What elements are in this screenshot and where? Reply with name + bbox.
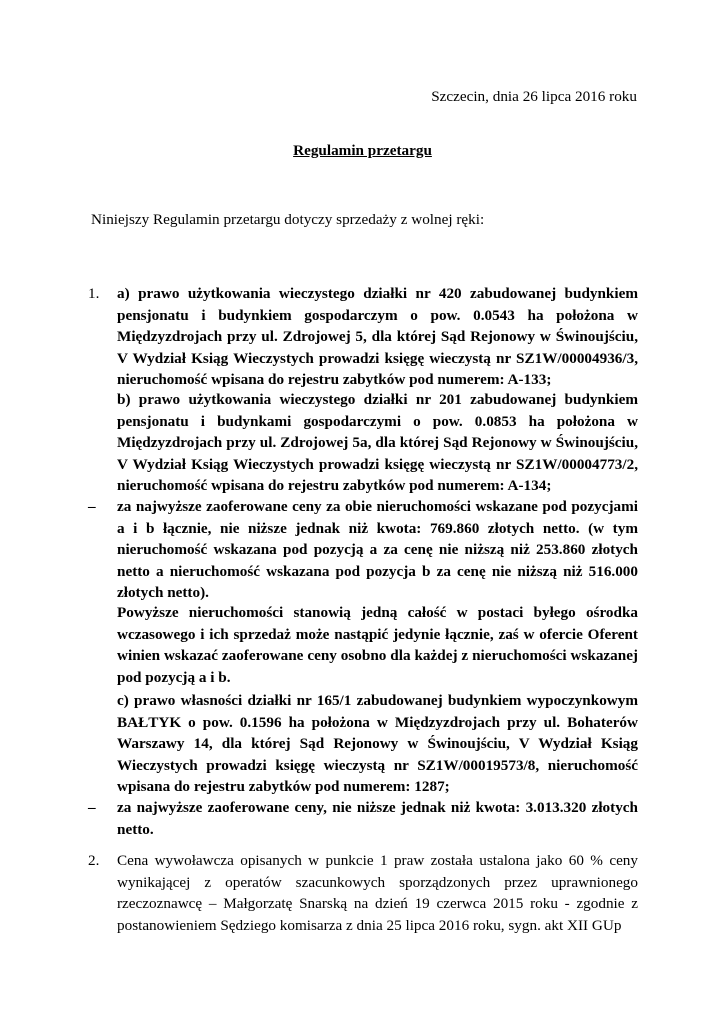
price-c-paragraph: za najwyższe zaoferowane ceny, nie niższe jednak niż kwota: 3.013.320 złotych netto. <box>117 799 638 838</box>
item-1c-paragraph: c) prawo własności działki nr 165/1 zabudowanej budynkiem wypoczynkowym BAŁTYK o pow. 0.1596 ha położona w Międzyzdrojach przy ul. Bohaterów Warszawy 14, dla której Sąd Rejonowy w Świnoujściu, V Wydział Ksiąg Wieczystych prowadzi księgę wieczystą nr SZ1W/00019573/8, nieruchomość wpisana do rejestru zabytków pod numerem: 1287; <box>117 692 638 795</box>
price-ab-paragraph: za najwyższe zaoferowane ceny za obie nieruchomości wskazane pod pozycjami a i b łącznie, nie niższe jednak niż kwota: 769.860 złotych netto. (w tym nieruchomość wskazana pod pozycją a za cenę nie niższą niż 253.860 złotych netto a nieruchomość wskazana pod pozycja b za cenę nie niższą niż 516.000 złotych netto). <box>117 498 638 601</box>
intro-paragraph: Niniejszy Regulamin przetargu dotyczy sprzedaży z wolnej ręki: <box>91 211 485 228</box>
item-1a-paragraph: a) prawo użytkowania wieczystego działki nr 420 zabudowanej budynkiem pensjonatu i budynkiem gospodarczym o pow. 0.0543 ha położona w Międzyzdrojach przy ul. Zdrojowej 5, dla której Sąd Rejonowy w Świnoujściu, V Wydział Ksiąg Wieczystych prowadzi księgę wieczystą nr SZ1W/00004936/3, nieruchomość wpisana do rejestru zabytków pod numerem: A-133; <box>117 285 638 388</box>
item-1b-paragraph: b) prawo użytkowania wieczystego działki nr 201 zabudowanej budynkiem pensjonatu i budynkami gospodarczymi o pow. 0.0853 ha położona w Międzyzdrojach przy ul. Zdrojowej 5a, dla której Sąd Rejonowy w Świnoujściu, V Wydział Ksiąg Wieczystych prowadzi księgę wieczystą nr SZ1W/00004773/2, nieruchomość wpisana do rejestru zabytków pod numerem: A-134; <box>117 391 638 494</box>
dash-marker-1: – <box>88 498 96 515</box>
document-title: Regulamin przetargu <box>293 142 432 159</box>
date-line: Szczecin, dnia 26 lipca 2016 roku <box>431 88 637 105</box>
item-2-paragraph: Cena wywoławcza opisanych w punkcie 1 praw została ustalona jako 60 % ceny wynikającej z operatów szacunkowych sporządzonych przez uprawnionego rzeczoznawcę – Małgorzatę Snarską na dzień 19 czerwca 2015 roku - zgodnie z postanowieniem Sędziego komisarza z dnia 25 lipca 2016 roku, sygn. akt XII GUp <box>117 852 638 934</box>
item-1-number: 1. <box>88 285 100 302</box>
item-2-number: 2. <box>88 852 100 869</box>
joint-sale-note: Powyższe nieruchomości stanowią jedną całość w postaci byłego ośrodka wczasowego i ich sprzedaż może nastąpić jedynie łącznie, zaś w ofercie Oferent winien wskazać zaoferowane ceny osobno dla każdej z nieruchomości wskazanej pod pozycją a i b. <box>117 604 638 686</box>
dash-marker-2: – <box>88 799 96 816</box>
